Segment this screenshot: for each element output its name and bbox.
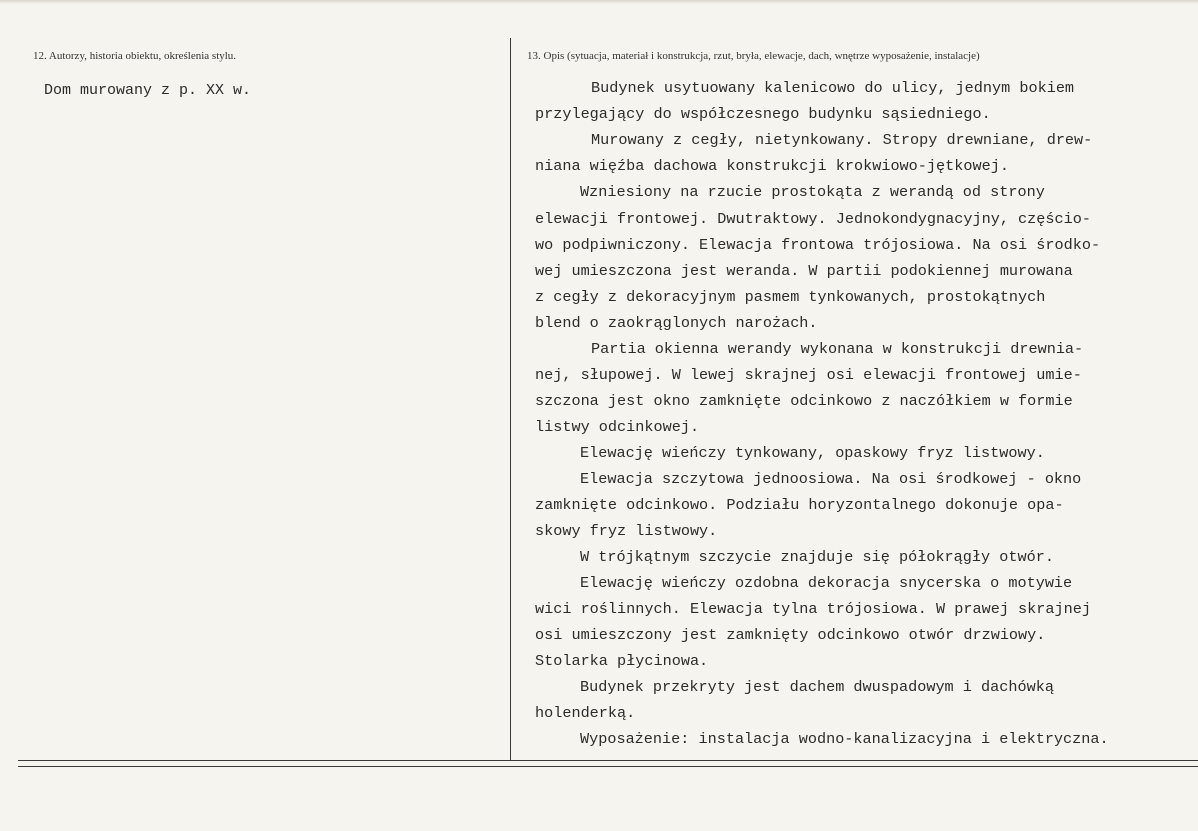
description-line: wej umieszczona jest weranda. W partii podokiennej murowana bbox=[535, 262, 1073, 280]
description-line: Budynek usytuowany kalenicowo do ulicy, jednym bokiem bbox=[591, 79, 1075, 97]
description-line: Wzniesiony na rzucie prostokąta z werandą od strony bbox=[580, 183, 1045, 201]
bottom-rule-double bbox=[18, 766, 1198, 767]
section-12-text: Dom murowany z p. XX w. bbox=[44, 82, 252, 99]
description-line: przylegający do współczesnego budynku sąsiedniego. bbox=[535, 105, 991, 123]
description-line: Elewację wieńczy tynkowany, opaskowy fryz listwowy. bbox=[580, 444, 1045, 462]
description-line: nej, słupowej. W lewej skrajnej osi elewacji frontowej umie- bbox=[535, 366, 1082, 384]
description-line: niana więźba dachowa konstrukcji krokwiowo-jętkowej. bbox=[535, 157, 1009, 175]
description-line: listwy odcinkowej. bbox=[535, 418, 700, 436]
description-line: Budynek przekryty jest dachem dwuspadowym i dachówką bbox=[580, 678, 1054, 696]
description-line: osi umieszczony jest zamknięty odcinkowo otwór drzwiowy. bbox=[535, 626, 1046, 644]
bottom-rule bbox=[18, 760, 1198, 761]
description-line: z cegły z dekoracyjnym pasmem tynkowanych, prostokątnych bbox=[535, 288, 1046, 306]
description-line: wo podpiwniczony. Elewacja frontowa trójosiowa. Na osi środko- bbox=[535, 236, 1101, 254]
description-line: Partia okienna werandy wykonana w konstrukcji drewnia- bbox=[591, 340, 1084, 358]
description-line: Elewacja szczytowa jednoosiowa. Na osi środkowej - okno bbox=[580, 470, 1082, 488]
description-line: elewacji frontowej. Dwutraktowy. Jednokondygnacyjny, częścio- bbox=[535, 210, 1091, 228]
description-line: zamknięte odcinkowo. Podziału horyzontalnego dokonuje opa- bbox=[535, 496, 1064, 514]
description-line: holenderką. bbox=[535, 704, 636, 722]
description-line: blend o zaokrąglonych narożach. bbox=[535, 314, 818, 332]
description-line: Murowany z cegły, nietynkowany. Stropy drewniane, drew- bbox=[591, 131, 1093, 149]
section-13-heading: 13. Opis (sytuacja, materiał i konstrukcja, rzut, bryła, elewacje, dach, wnętrze wyposażenie, instalacje) bbox=[527, 50, 980, 62]
description-line: Stolarka płycinowa. bbox=[535, 652, 709, 670]
description-line: szczona jest okno zamknięte odcinkowo z naczółkiem w formie bbox=[535, 392, 1073, 410]
description-line: Elewację wieńczy ozdobna dekoracja snycerska o motywie bbox=[580, 574, 1073, 592]
description-line: skowy fryz listwowy. bbox=[535, 522, 718, 540]
description-line: Wyposażenie: instalacja wodno-kanalizacyjna i elektryczna. bbox=[580, 730, 1109, 748]
description-line: wici roślinnych. Elewacja tylna trójosiowa. W prawej skrajnej bbox=[535, 600, 1091, 618]
description-line: W trójkątnym szczycie znajduje się półokrągły otwór. bbox=[580, 548, 1054, 566]
section-12-heading: 12. Autorzy, historia obiektu, określenia stylu. bbox=[33, 50, 237, 62]
